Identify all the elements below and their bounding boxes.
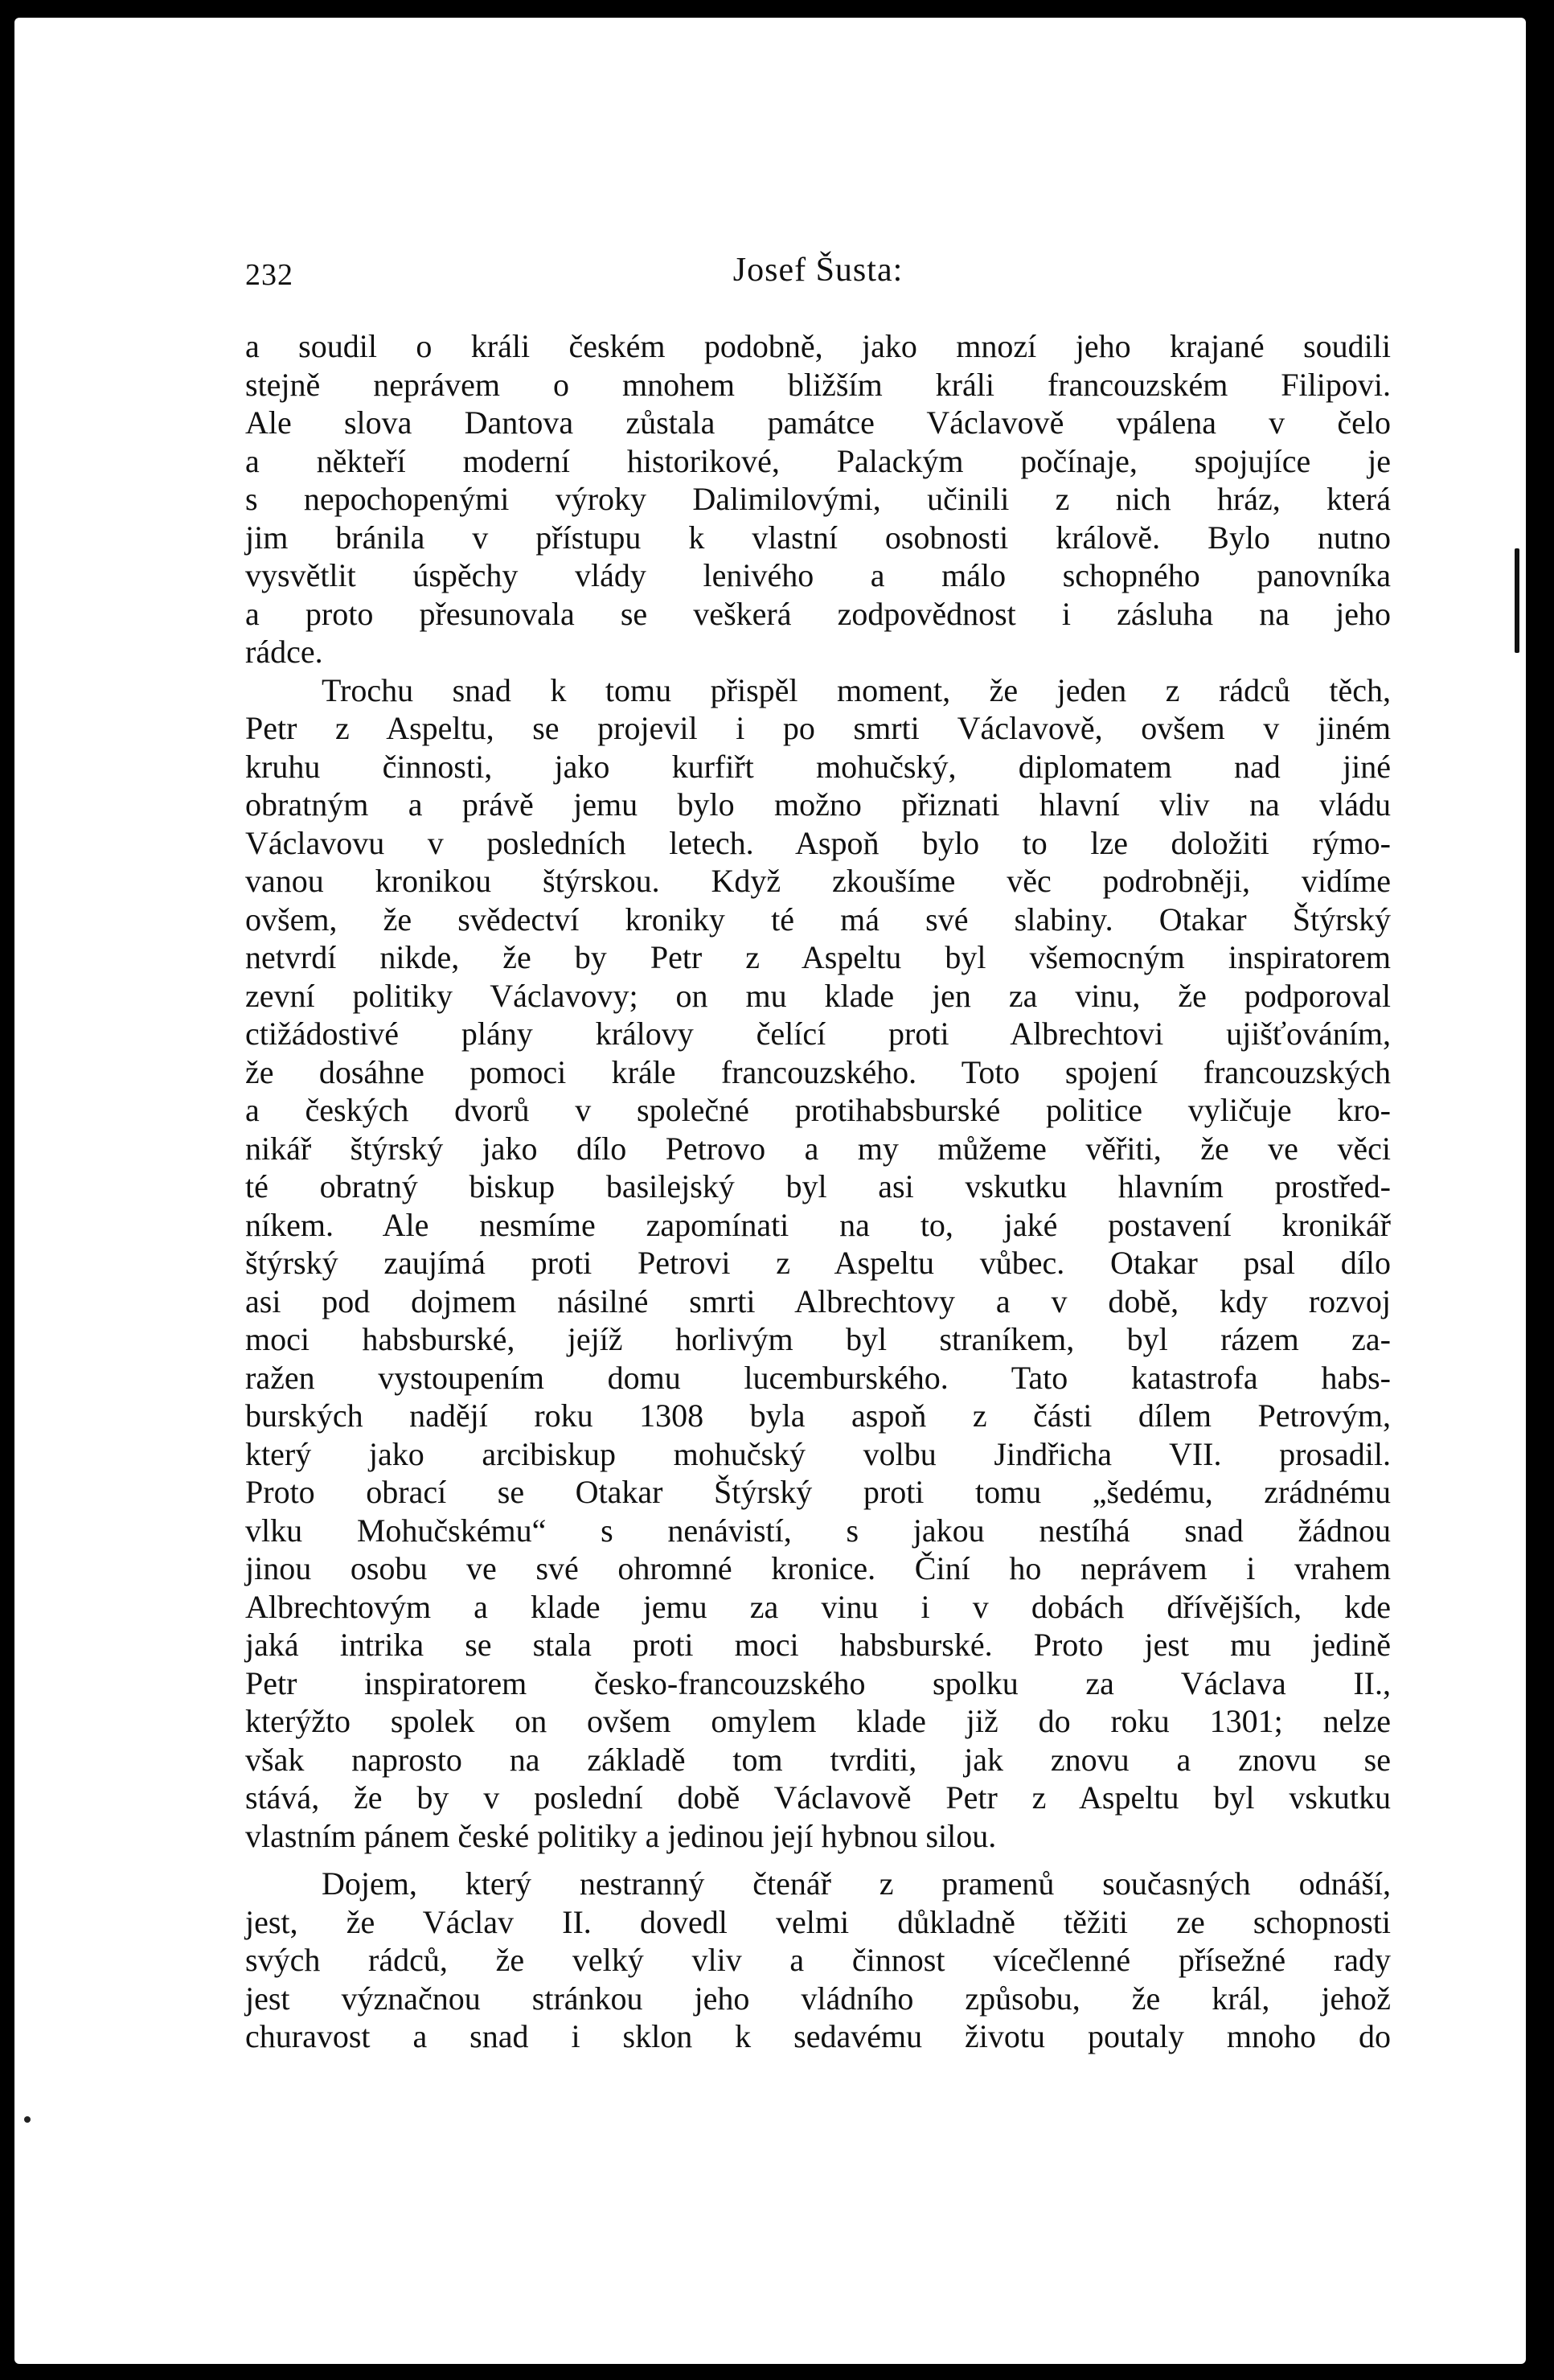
text-line: Albrechtovým a klade jemu za vinu i v dobách dřívějších, kde [245,1588,1391,1625]
text-line: jest, že Václav II. dovedl velmi důkladně těžiti ze schopnosti [245,1903,1391,1940]
text-line: svých rádců, že velký vliv a činnost vícečlenné přísežné rady [245,1942,1391,1978]
text-line: níkem. Ale nesmíme zapomínati na to, jaké postavení kronikář [245,1206,1391,1243]
text-line: vysvětlit úspěchy vlády lenivého a málo schopného panovníka [245,557,1391,593]
text-line: s nepochopenými výroky Dalimilovými, učinili z nich hráz, která [245,481,1391,517]
text-line: rádce. [245,634,323,670]
text-line: a proto přesunovala se veškerá zodpovědnost i zásluha na jeho [245,595,1391,632]
text-line: Ale slova Dantova zůstala památce Václavově vpálena v čelo [245,404,1391,441]
text-line: a českých dvorů v společné protihabsburské politice vyličuje kro- [245,1092,1391,1128]
text-line: ovšem, že svědectví kroniky té má své slabiny. Otakar Štýrský [245,901,1391,938]
text-line: jest význačnou stránkou jeho vládního způsobu, že král, jehož [245,1980,1391,2017]
text-line: zevní politiky Václavovy; on mu klade jen za vinu, že podporoval [245,977,1391,1014]
text-line: burských nadějí roku 1308 byla aspoň z části dílem Petrovým, [245,1397,1391,1434]
text-line: ražen vystoupením domu lucemburského. Tato katastrofa habs- [245,1359,1391,1396]
text-line: a soudil o králi českém podobně, jako mnozí jeho krajané soudili [245,328,1391,364]
margin-dot [24,2116,31,2123]
text-line: kterýžto spolek on ovšem omylem klade již do roku 1301; nelze [245,1703,1391,1739]
text-line: jinou osobu ve své ohromné kronice. Činí ho neprávem i vrahem [245,1550,1391,1586]
text-line: Petr z Aspeltu, se projevil i po smrti Václavově, ovšem v jiném [245,710,1391,746]
page-number: 232 [245,258,293,292]
text-line: jim bránila v přístupu k vlastní osobnosti královĕ. Bylo nutno [245,519,1391,556]
text-line: stává, že by v poslední době Václavově Petr z Aspeltu byl vskutku [245,1779,1391,1816]
paragraph-1 [245,327,1391,671]
text-line: štýrský zaujímá proti Petrovi z Aspeltu vůbec. Otakar psal dílo [245,1245,1391,1281]
text-line: ctižádostivé plány královy čelící proti Albrechtovi ujišťováním, [245,1016,1391,1052]
text-line: asi pod dojmem násilné smrti Albrechtovy a v době, kdy rozvoj [245,1282,1391,1319]
text-line: vanou kronikou štýrskou. Když zkoušíme věc podrobněji, vidíme [245,863,1391,899]
margin-mark [1515,548,1519,653]
text-line: vlastním pánem české politiky a jedinou její hybnou silou. [245,1817,997,1854]
text-line: jaká intrika se stala proti moci habsburské. Proto jest mu jedině [245,1627,1391,1663]
body-text [245,327,1391,2056]
text-line: vlku Mohučskému“ s nenávistí, s jakou nestíhá snad žádnou [245,1512,1391,1549]
text-line: Trochu snad k tomu přispěl moment, že jeden z rádců těch, [322,671,1391,708]
text-line: moci habsburské, jejíž horlivým byl straníkem, byl rázem za- [245,1321,1391,1357]
text-line: že dosáhne pomoci krále francouzského. Toto spojení francouzských [245,1053,1391,1090]
text-line: churavost a snad i sklon k sedavému životu poutaly mnoho do [245,2018,1391,2054]
text-line: stejně neprávem o mnohem bližším králi francouzském Filipovi. [245,366,1391,403]
text-line: té obratný biskup basilejský byl asi vskutku hlavním prostřed- [245,1168,1391,1204]
text-line: který jako arcibiskup mohučský volbu Jindřicha VII. prosadil. [245,1435,1391,1472]
text-line: Dojem, který nestranný čtenář z pramenů současných odnáší, [322,1865,1391,1902]
text-line: netvrdí nikde, že by Petr z Aspeltu byl všemocným inspiratorem [245,939,1391,975]
text-line: však naprosto na základě tom tvrditi, jak znovu a znovu se [245,1741,1391,1778]
text-line: a někteří moderní historikové, Palackým počínaje, spojujíce je [245,442,1391,479]
text-line: kruhu činnosti, jako kurfiřt mohučský, diplomatem nad jiné [245,748,1391,785]
text-line: Petr inspiratorem česko-francouzského spolku za Václava II., [245,1664,1391,1701]
text-line: obratným a právě jemu bylo možno přiznati hlavní vliv na vládu [245,786,1391,823]
book-page [14,18,1526,2364]
paragraph-2 [245,671,1391,1856]
paragraph-3 [245,1865,1391,2056]
text-line: Proto obrací se Otakar Štýrský proti tomu „šedému, zrádnému [245,1474,1391,1510]
page-header [245,251,1391,299]
running-head: Josef Šusta: [732,252,904,289]
text-line: Václavovu v posledních letech. Aspoň bylo to lze doložiti rýmo- [245,824,1391,861]
text-line: nikář štýrský jako dílo Petrovo a my můžeme věřiti, že ve věci [245,1130,1391,1167]
